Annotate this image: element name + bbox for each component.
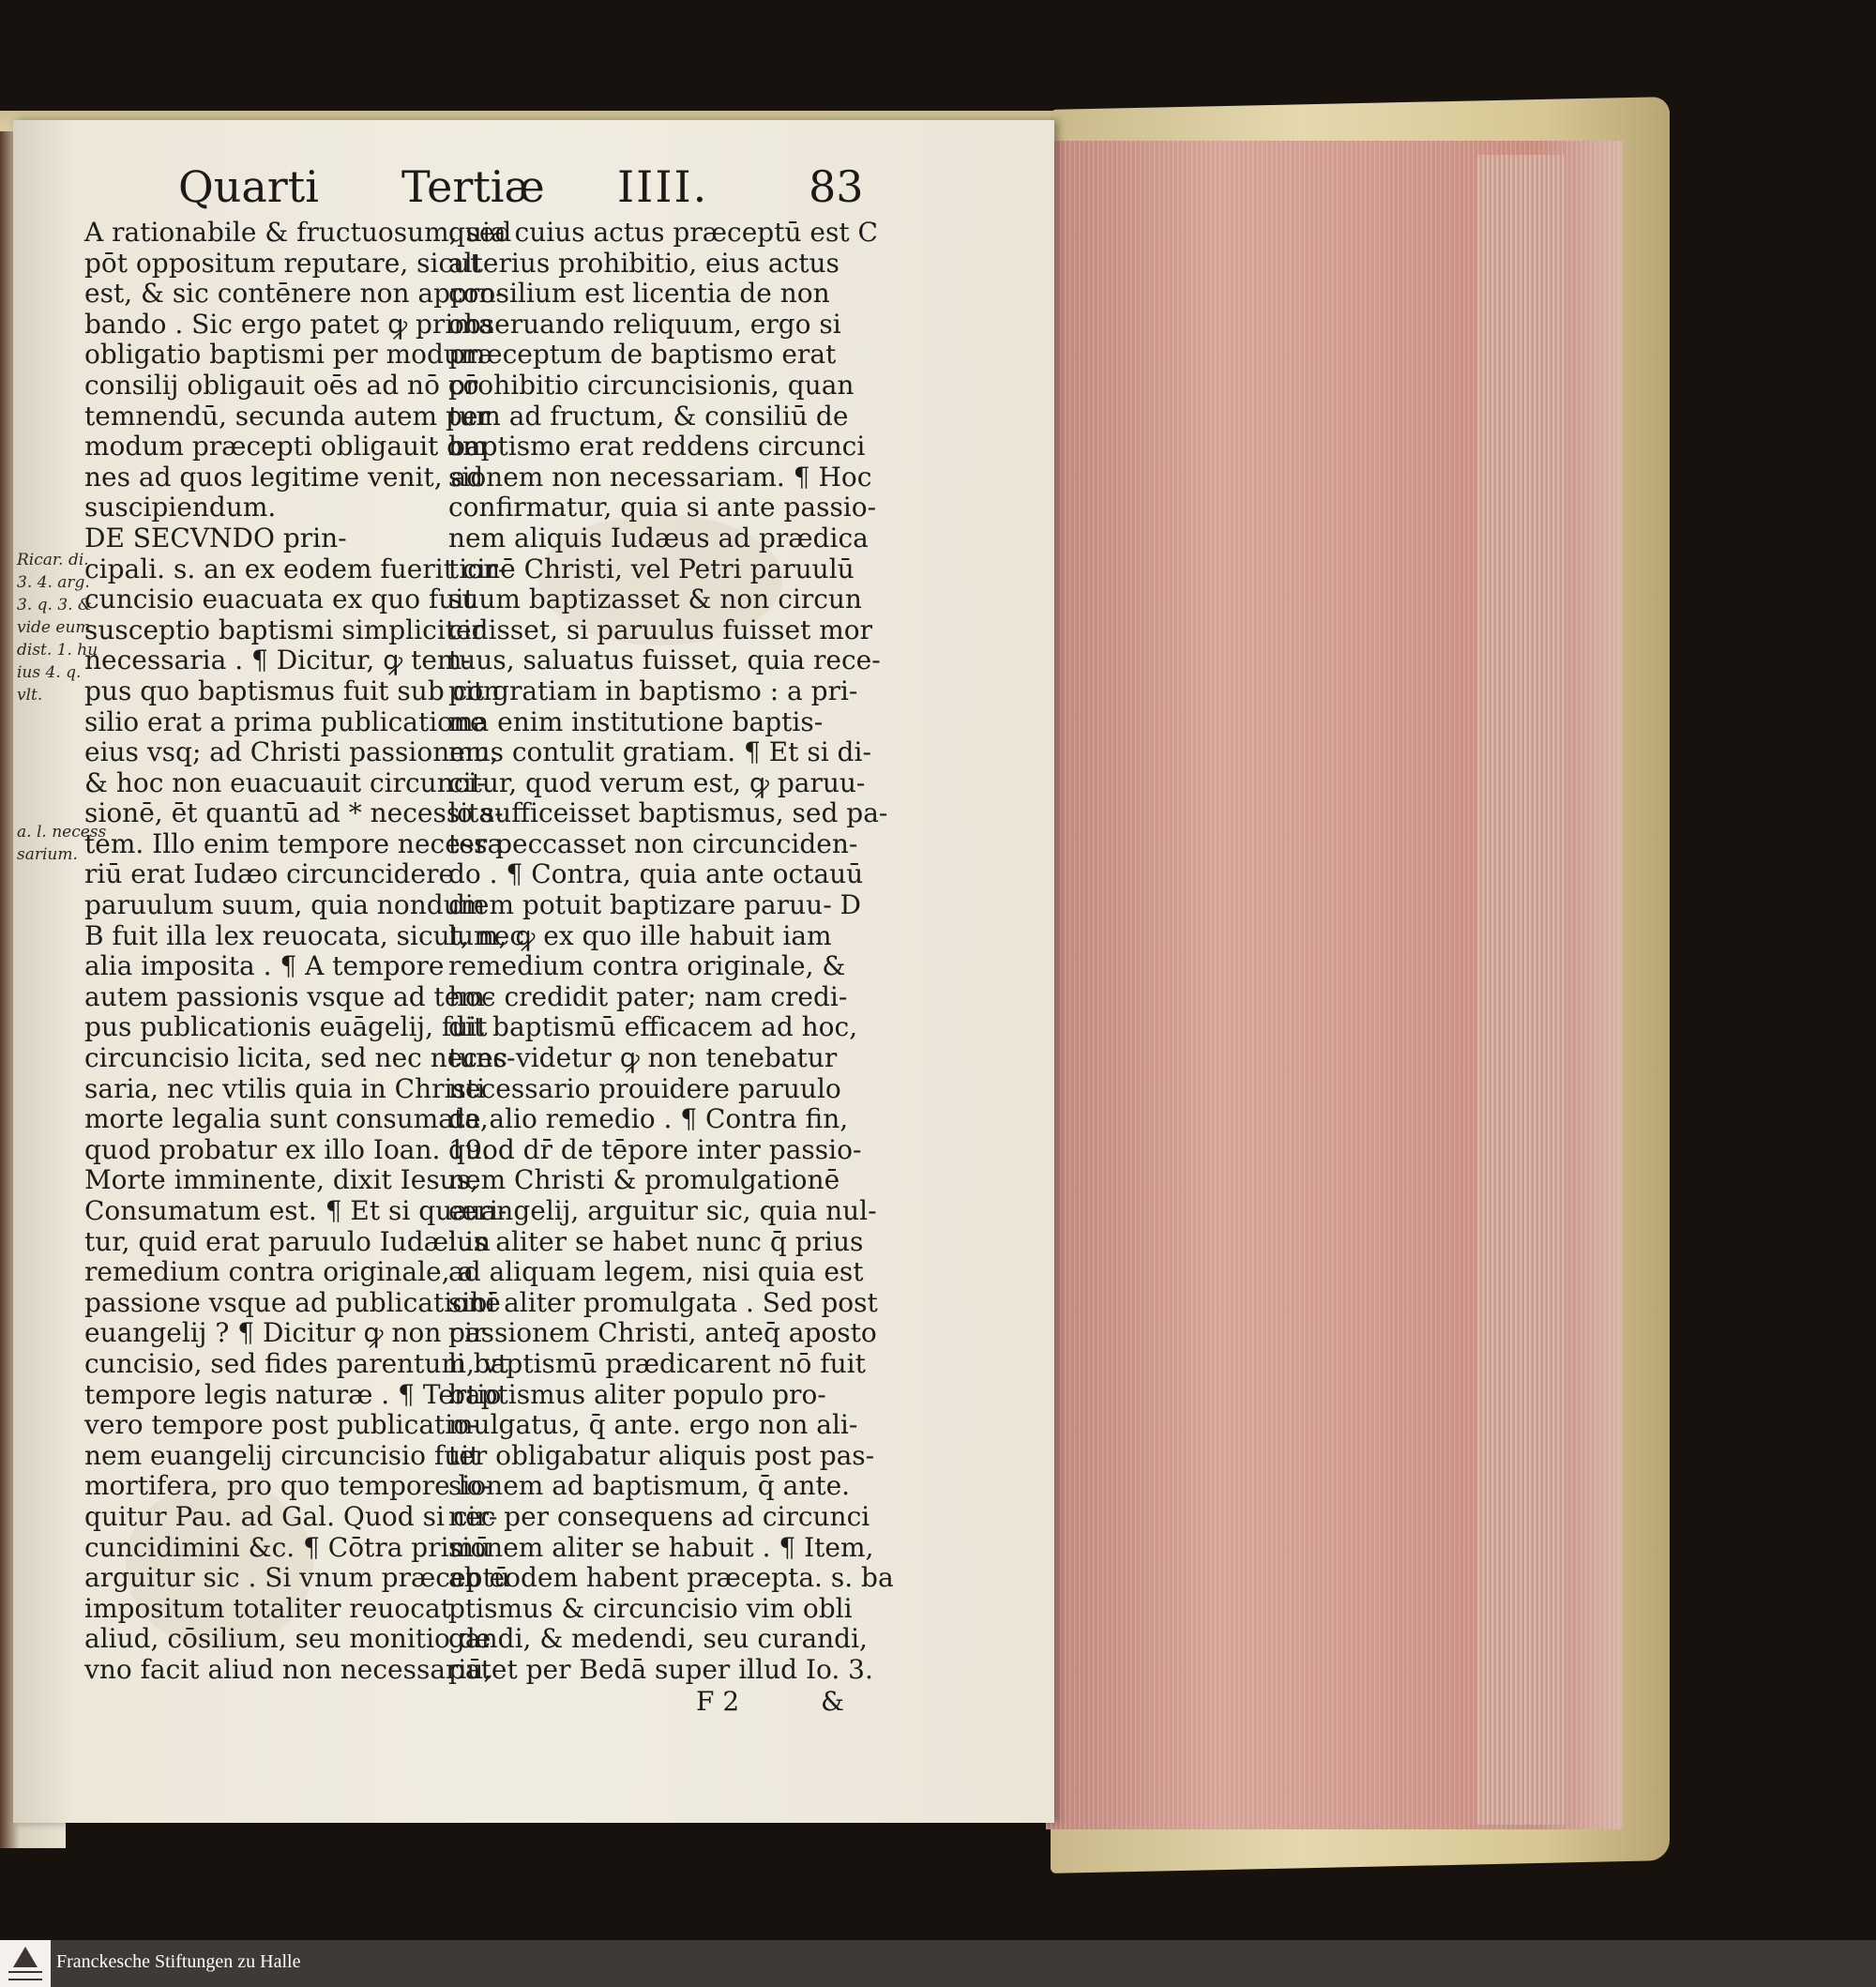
text-line: pus quo baptismus fuit sub con [84, 675, 501, 706]
text-line: vero tempore post publicatio- [84, 1409, 478, 1441]
text-line: mortifera, pro quo tempore lo- [84, 1470, 492, 1502]
text-line: sionem ad baptismum, q̄ ante. [448, 1470, 851, 1502]
text-line: necessario prouidere paruulo [448, 1072, 841, 1104]
text-line: ptismus & circuncisio vim obli [448, 1592, 853, 1624]
text-line: quitur Pau. ad Gal. Quod si cir- [84, 1500, 498, 1532]
text-line: tunc videtur ꝙ non tenebatur [448, 1042, 838, 1074]
text-line: autem passionis vsque ad tem- [84, 980, 494, 1012]
text-line: tem. Illo enim tempore necessa [84, 827, 504, 859]
text-line: confirmatur, quia si ante passio- [448, 492, 877, 523]
marginal-note-line: dist. 1. hu [17, 641, 98, 660]
text-line: li baptismū prædicarent nō fuit [448, 1347, 866, 1379]
text-line: mus contulit gratiam. ¶ Et si di- [448, 736, 871, 768]
text-line: modum præcepti obligauit om [84, 431, 488, 463]
text-line: quod probatur ex illo Ioan. 19. [84, 1133, 491, 1165]
text-line: sionem non necessariam. ¶ Hoc [448, 461, 872, 493]
text-line: pit gratiam in baptismo : a pri- [448, 675, 858, 706]
text-line: passionem Christi, anteq̄ aposto [448, 1317, 877, 1349]
text-line: sionē, ēt quantū ad * necessita- [84, 797, 504, 829]
text-line: cuncidimini &c. ¶ Cōtra primū [84, 1531, 492, 1563]
text-line: susceptio baptismi simpliciter [84, 614, 484, 645]
text-line: passione vsque ad publicationē [84, 1286, 501, 1318]
text-line: pōt oppositum reputare, sicut [84, 247, 481, 279]
text-line: A rationabile & fructuosum, sed [84, 217, 512, 248]
text-line: obligatio baptismi per modum [84, 339, 486, 371]
text-line: tionē Christi, vel Petri paruulū [448, 553, 855, 584]
text-line: aliud, cōsilium, seu monitio de [84, 1623, 492, 1655]
text-line: suscipiendum. [84, 492, 277, 523]
marginal-note-line: 3. 4. arg. [17, 573, 90, 592]
marginal-note-line: sarium. [17, 845, 78, 864]
text-line: remedium contra originale, & [448, 950, 846, 982]
text-line: euangelij, arguitur sic, quia nul- [448, 1195, 877, 1226]
text-line: circuncisio licita, sed nec neces- [84, 1042, 516, 1074]
text-line: nem aliquis Iudæus ad prædica [448, 522, 869, 554]
marginal-note-line: vlt. [17, 686, 43, 705]
text-line: euangelij ? ¶ Dicitur ꝙ non cir [84, 1317, 486, 1349]
text-line: cipali. s. an ex eodem fuerit cir- [84, 553, 507, 584]
text-line: nec per consequens ad circunci [448, 1500, 870, 1532]
text-line: citur, quod verum est, ꝙ paruu- [448, 766, 866, 798]
text-line: hoc credidit pater; nam credi- [448, 980, 848, 1012]
text-line: ter obligabatur aliquis post pas- [448, 1439, 875, 1471]
signature-mark: F 2 [696, 1686, 740, 1717]
text-line: Morte imminente, dixit Iesus, [84, 1164, 478, 1196]
text-line: vno facit aliud non necessariū, [84, 1653, 492, 1685]
text-line: cuncisio euacuata ex quo fuit [84, 584, 475, 615]
text-line: ma enim institutione baptis- [448, 705, 824, 737]
text-line: alterius prohibitio, eius actus [448, 247, 840, 279]
text-line: nem Christi & promulgationē [448, 1164, 840, 1196]
text-line: alia imposita . ¶ A tempore [84, 950, 445, 982]
page-number: 83 [809, 161, 864, 212]
marginal-note-group-2 [17, 821, 106, 866]
text-line: baptismo erat reddens circunci [448, 431, 866, 463]
text-line: remedium contra originale, a [84, 1256, 475, 1288]
text-line: suum baptizasset & non circun [448, 584, 862, 615]
text-line: DE SECVNDO prin- [84, 522, 347, 554]
text-line: cuncisio, sed fides parentum, vt [84, 1347, 508, 1379]
text-line: obseruando reliquum, ergo si [448, 308, 841, 340]
text-line: & hoc non euacuauit circunci- [84, 766, 486, 798]
text-line: tempore legis naturæ . ¶ Tertio [84, 1378, 502, 1410]
text-line: do . ¶ Contra, quia ante octauū [448, 858, 864, 890]
text-line: riū erat Iudæo circuncidere [84, 858, 455, 890]
running-title-center: Tertiæ [401, 161, 545, 212]
institution-name: Franckesche Stiftungen zu Halle [56, 1951, 301, 1972]
text-line: lum, ꝙ ex quo ille habuit iam [448, 919, 832, 951]
text-line: bando . Sic ergo patet ꝙ prima [84, 308, 494, 340]
marginal-note-line: vide eum [17, 618, 91, 637]
logo-icon [13, 1947, 38, 1967]
text-line: temnendū, secunda autem per [84, 400, 491, 432]
text-line: tuus, saluatus fuisset, quia rece- [448, 645, 881, 676]
logo-lines-icon [8, 1971, 42, 1980]
text-line: quia cuius actus præceptū est C [448, 217, 878, 248]
marginal-note-line: ius 4. q. [17, 663, 82, 682]
text-line: gandi, & medendi, seu curandi, [448, 1623, 868, 1655]
text-line: diem potuit baptizare paruu- D [448, 889, 862, 921]
text-line: sionem aliter se habuit . ¶ Item, [448, 1531, 874, 1563]
text-line: paruulum suum, quia nondum [84, 889, 486, 921]
text-line: tum ad fructum, & consiliū de [448, 400, 849, 432]
marginal-note-line: a. l. necess [17, 823, 107, 842]
marginal-note-line: 3. q. 3. & [17, 596, 93, 614]
catchword: & [821, 1686, 844, 1717]
text-line: consilij obligauit oēs ad nō cō [84, 369, 479, 401]
text-line: Consumatum est. ¶ Et si quæri- [84, 1195, 507, 1226]
text-line: silio erat a prima publicatione [84, 705, 486, 737]
text-line: prohibitio circuncisionis, quan [448, 369, 855, 401]
running-title-left: Quarti [178, 161, 319, 212]
text-line: baptismus aliter populo pro- [448, 1378, 826, 1410]
text-line: lus aliter se habet nunc q̄ prius [448, 1225, 864, 1257]
text-line: quod dr̄ de tēpore inter passio- [448, 1133, 862, 1165]
text-line: ad aliquam legem, nisi quia est [448, 1256, 864, 1288]
text-line: ter peccasset non circunciden- [448, 827, 858, 859]
running-title-roman: IIII. [617, 161, 709, 212]
text-line: impositum totaliter reuocat [84, 1592, 451, 1624]
text-line: consilium est licentia de non [448, 278, 830, 310]
text-line: lo sufficeisset baptismus, sed pa- [448, 797, 888, 829]
text-line: B fuit illa lex reuocata, sicut, nec [84, 919, 524, 951]
text-line: sibi aliter promulgata . Sed post [448, 1286, 878, 1318]
text-line: cidisset, si paruulus fuisset mor [448, 614, 873, 645]
text-line: necessaria . ¶ Dicitur, ꝙ tem- [84, 645, 471, 676]
text-line: eius vsq; ad Christi passionem, [84, 736, 499, 768]
text-line: patet per Bedā super illud Io. 3. [448, 1653, 873, 1685]
text-line: nem euangelij circuncisio fuit [84, 1439, 480, 1471]
text-line: morte legalia sunt consumata, [84, 1103, 489, 1135]
text-line: tur, quid erat paruulo Iudæi in [84, 1225, 491, 1257]
marginal-note-group-1 [17, 549, 98, 706]
right-text-column [448, 217, 894, 1686]
text-line: est, & sic contēnere non appro- [84, 278, 505, 310]
marginal-note-line: Ricar. di. [17, 551, 89, 569]
institution-logo [0, 1940, 51, 1987]
text-line: ab eodem habent præcepta. s. ba [448, 1562, 894, 1594]
text-line: nes ad quos legitime venit, ad [84, 461, 484, 493]
text-line: de alio remedio . ¶ Contra fin, [448, 1103, 849, 1135]
text-line: saria, nec vtilis quia in Christi [84, 1072, 486, 1104]
text-line: præceptum de baptismo erat [448, 339, 837, 371]
text-line: pus publicationis euāgelij, fuit [84, 1011, 488, 1043]
text-line: arguitur sic . Si vnum præceptū [84, 1562, 510, 1594]
page-edges-end [1477, 155, 1566, 1825]
left-text-column [84, 217, 524, 1686]
text-line: mulgatus, q̄ ante. ergo non ali- [448, 1409, 858, 1441]
text-line: dit baptismū efficacem ad hoc, [448, 1011, 858, 1043]
